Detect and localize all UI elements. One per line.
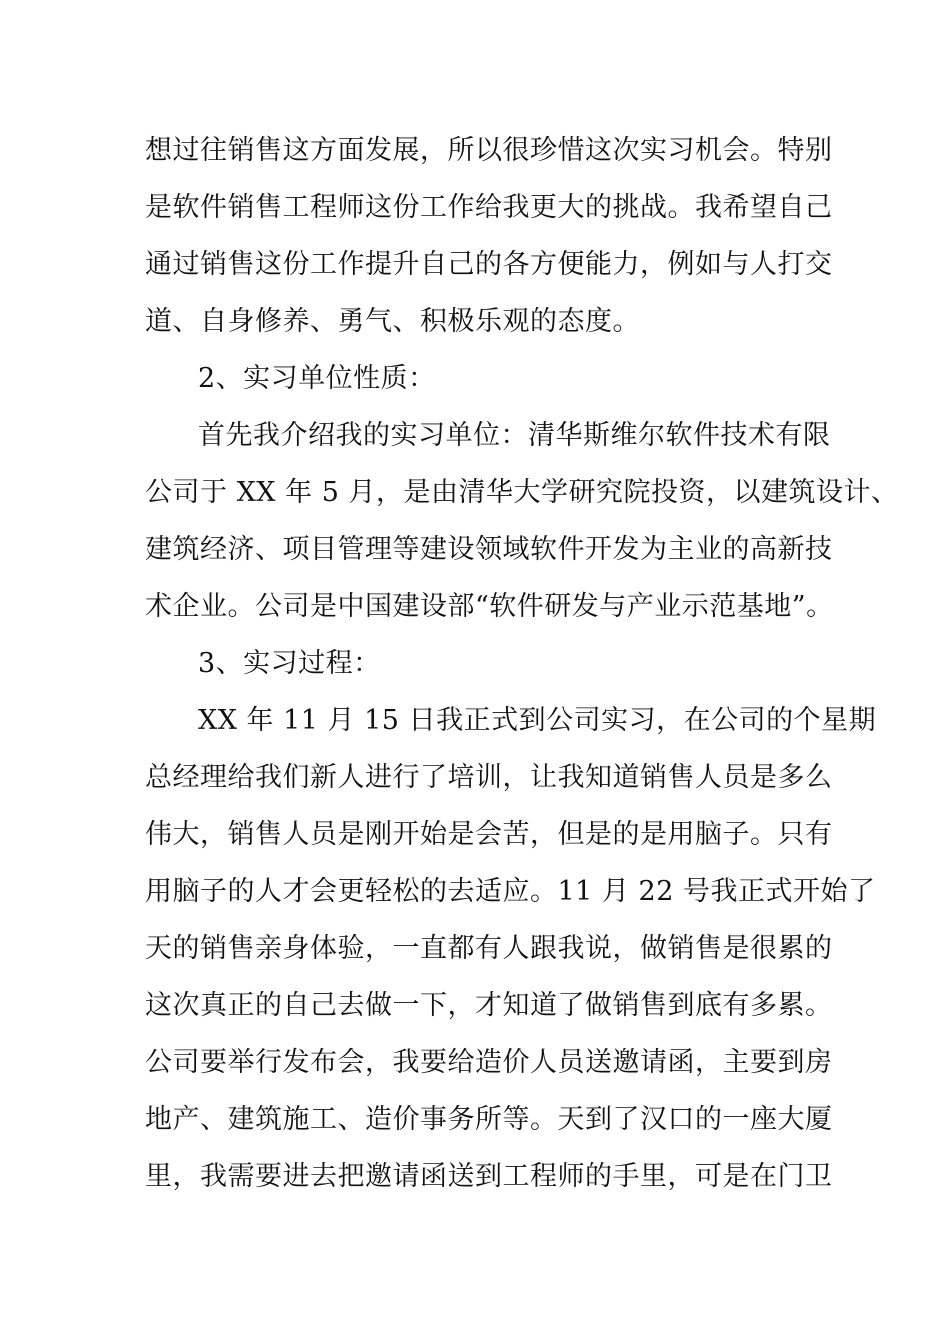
section-heading: 3、实习过程： — [198, 648, 381, 679]
paragraph-line: 地产、建筑施工、造价事务所等。天到了汉口的一座大厦 — [145, 1104, 833, 1135]
paragraph-line: 天的销售亲身体验，一直都有人跟我说，做销售是很累的 — [145, 933, 833, 964]
paragraph-line: 总经理给我们新人进行了培训，让我知道销售人员是多么 — [145, 762, 833, 793]
paragraph-line: 道、自身修养、勇气、积极乐观的态度。 — [145, 306, 640, 337]
paragraph-line: 公司要举行发布会，我要给造价人员送邀请函，主要到房 — [145, 1047, 833, 1078]
paragraph-line: 术企业。公司是中国建设部“软件研发与产业示范基地”。 — [145, 591, 834, 622]
paragraph-line: 建筑经济、项目管理等建设领域软件开发为主业的高新技 — [145, 534, 833, 565]
paragraph-line: 通过销售这份工作提升自己的各方便能力，例如与人打交 — [145, 249, 833, 280]
section-heading: 2、实习单位性质： — [198, 363, 436, 394]
paragraph-line: 首先我介绍我的实习单位：清华斯维尔软件技术有限 — [198, 420, 831, 451]
paragraph-line: XX 年 11 月 15 日我正式到公司实习，在公司的个星期 — [198, 705, 877, 736]
paragraph-line: 用脑子的人才会更轻松的去适应。11 月 22 号我正式开始了 — [145, 876, 876, 907]
paragraph-line: 这次真正的自己去做一下，才知道了做销售到底有多累。 — [145, 990, 833, 1021]
paragraph-line: 公司于 XX 年 5 月，是由清华大学研究院投资，以建筑设计、 — [145, 477, 899, 508]
paragraph-line: 想过往销售这方面发展，所以很珍惜这次实习机会。特别 — [145, 135, 833, 166]
paragraph-line: 伟大，销售人员是刚开始是会苦，但是的是用脑子。只有 — [145, 819, 833, 850]
paragraph-line: 里，我需要进去把邀请函送到工程师的手里，可是在门卫 — [145, 1161, 833, 1192]
paragraph-line: 是软件销售工程师这份工作给我更大的挑战。我希望自己 — [145, 192, 833, 223]
